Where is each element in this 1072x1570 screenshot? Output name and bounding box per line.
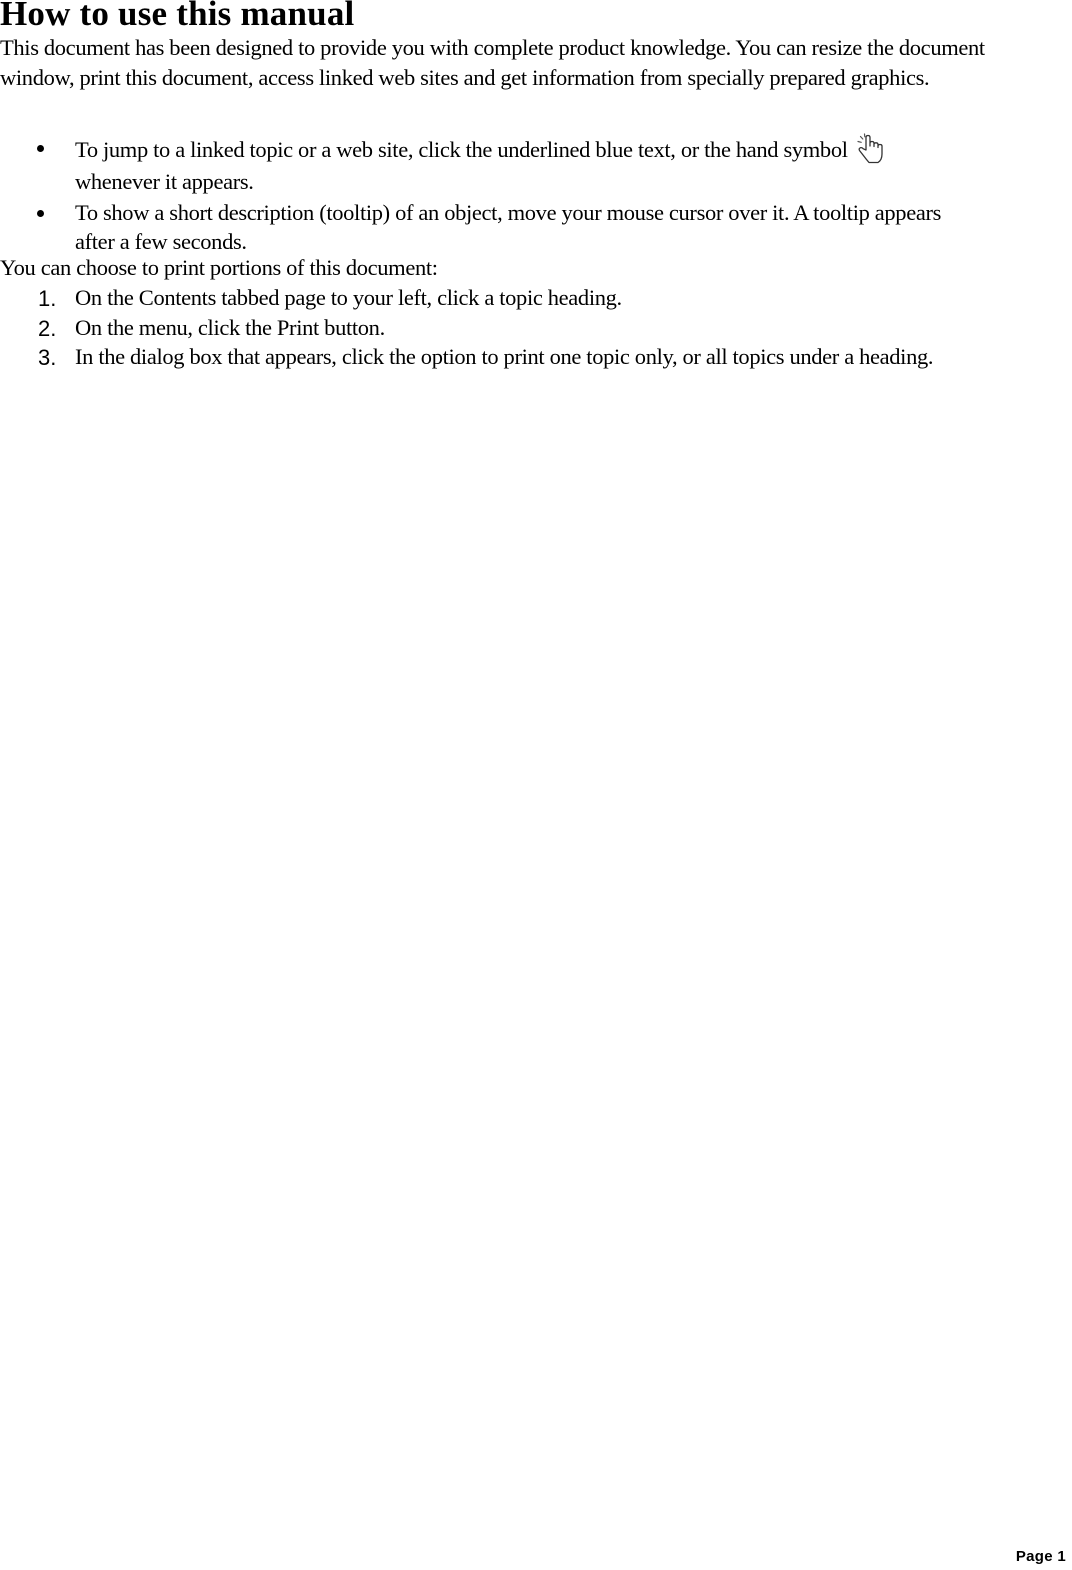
step-number: 1.	[38, 286, 57, 311]
bullet-text: To show a short description (tooltip) of an object, move your mouse cursor over it. A tooltip appears after a few seconds.	[75, 199, 942, 254]
list-item	[0, 342, 985, 372]
bullet-dot-icon	[37, 145, 44, 152]
page-number: Page 1	[1015, 1548, 1066, 1565]
bullet-dot-icon	[37, 210, 44, 217]
bullet-text-after-icon: whenever it appears.	[75, 169, 254, 194]
list-item	[0, 133, 985, 197]
step-number: 3.	[38, 345, 57, 370]
step-text: On the menu, click the Print button.	[75, 314, 385, 340]
list-item	[0, 283, 985, 313]
tips-bullet-list	[0, 133, 985, 258]
step-text: On the Contents tabbed page to your left, click a topic heading.	[75, 285, 622, 310]
list-item	[0, 313, 985, 343]
list-item	[0, 198, 985, 257]
print-intro-text: You can choose to print portions of this document:	[0, 255, 438, 280]
step-number: 2.	[38, 315, 57, 341]
step-text: In the dialog box that appears, click the option to print one topic only, or all topics under a heading.	[75, 344, 934, 369]
intro-paragraph: This document has been designed to provide you with complete product knowledge. You can resize the document window, print this document, access linked web sites and get information from specially prepared graphics.	[0, 35, 985, 90]
hand-pointer-icon	[854, 133, 888, 167]
bullet-text-before-icon: To jump to a linked topic or a web site, click the underlined blue text, or the hand symbol	[75, 137, 848, 162]
print-steps-list	[0, 283, 985, 372]
page-title: How to use this manual	[0, 0, 355, 33]
